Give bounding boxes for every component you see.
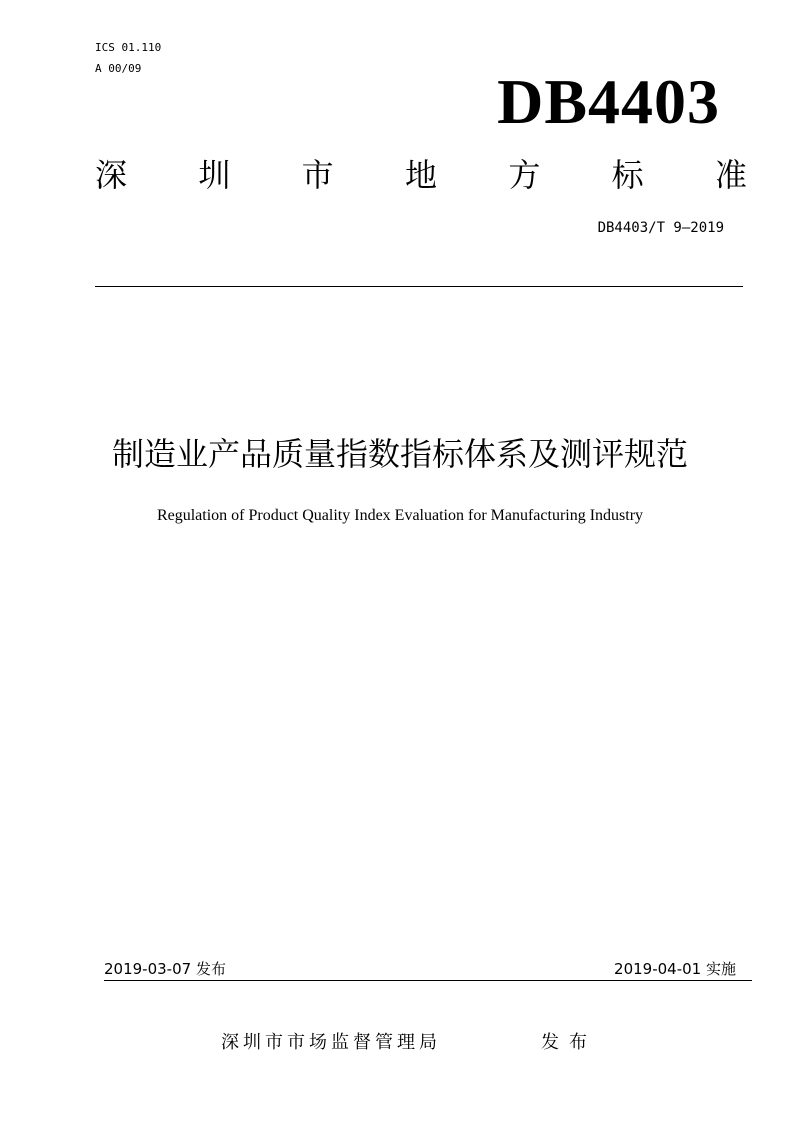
local-standard-char: 标	[611, 156, 644, 194]
standard-logo: DB4403	[497, 66, 720, 137]
document-title-en: Regulation of Product Quality Index Evaluation for Manufacturing Industry	[156, 507, 644, 524]
issue-label: 发布	[541, 1032, 597, 1053]
implementation-date: 2019-04-01 实施	[614, 960, 736, 978]
local-standard-heading	[95, 155, 747, 195]
local-standard-char: 圳	[198, 156, 231, 194]
header-divider	[95, 286, 743, 287]
issuing-authority: 深圳市市场监督管理局	[221, 1032, 441, 1053]
document-title-cn: 制造业产品质量指数指标体系及测评规范	[111, 435, 688, 473]
date-divider	[104, 980, 752, 981]
ccs-code: A 00/09	[95, 62, 142, 75]
standard-number: DB4403/T 9—2019	[597, 220, 724, 236]
local-standard-char: 准	[714, 156, 747, 194]
local-standard-char: 市	[301, 156, 334, 194]
ics-code: ICS 01.110	[95, 41, 162, 54]
local-standard-char: 方	[508, 156, 541, 194]
local-standard-char: 地	[404, 156, 437, 194]
local-standard-char: 深	[95, 156, 128, 194]
publish-date: 2019-03-07 发布	[104, 960, 226, 978]
